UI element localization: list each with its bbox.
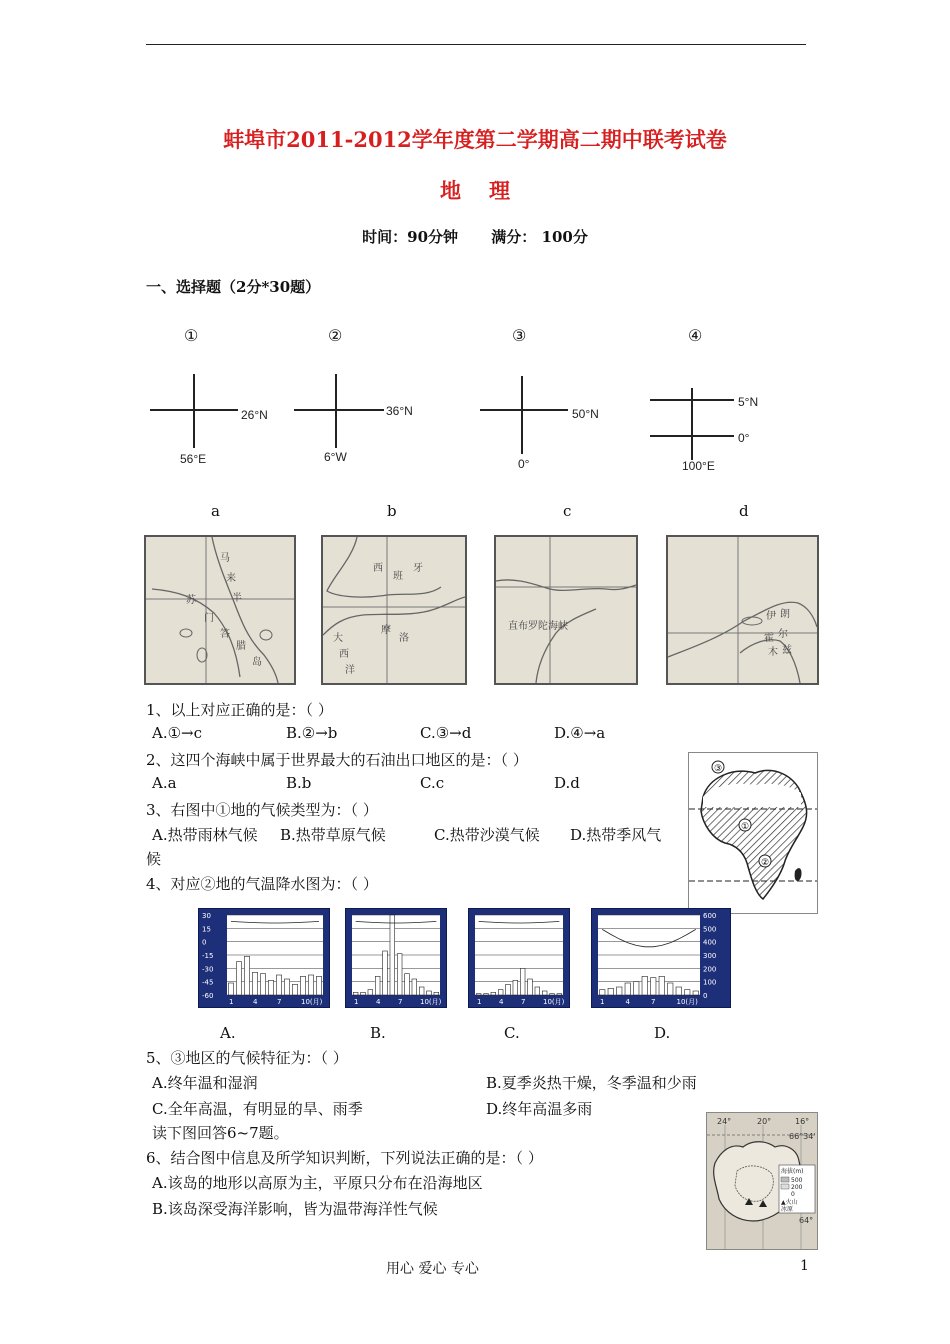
- africa-marker-3: ③: [714, 764, 723, 774]
- precip-bar: [419, 987, 424, 995]
- q5-stem: 5、③地区的气候特征为：（ ）: [146, 1049, 348, 1067]
- section-title: 一、选择题（2分*30题）: [146, 278, 321, 296]
- strait-map-d: [666, 535, 819, 685]
- q3-option-d-wrap: 候: [146, 850, 162, 868]
- map-c-label-1: 直布罗陀海峡: [508, 621, 568, 632]
- diagram-1: [148, 368, 278, 477]
- strait-map-b: [321, 535, 467, 685]
- map-a-label-7: 腊: [236, 641, 246, 652]
- island-legend-glacier: 冰原: [781, 1206, 794, 1213]
- map-b-label-3: 牙: [413, 563, 423, 574]
- exam-title: 蚌埠市2011-2012学年度第二学期高二期中联考试卷: [223, 127, 727, 152]
- chart-right-tick: 400: [703, 938, 717, 947]
- precip-bar: [412, 979, 417, 995]
- island-legend-200: 200: [791, 1184, 803, 1191]
- precip-bar: [244, 956, 249, 995]
- header-rule: [146, 44, 806, 45]
- precip-bar: [361, 992, 366, 995]
- diagram-2-number: ②: [328, 326, 343, 345]
- map-d-letter: d: [739, 502, 749, 520]
- map-b-label-7: 摩: [381, 625, 391, 636]
- q6-option-a[interactable]: A.该岛的地形以高原为主，平原只分布在沿海地区: [152, 1174, 483, 1192]
- africa-marker-1: ①: [741, 822, 750, 832]
- chart-month-tick: 4: [499, 998, 504, 1006]
- q3-stem: 3、右图中①地的气候类型为：（ ）: [146, 801, 378, 819]
- diagram-2: [290, 368, 420, 477]
- q4-option-c[interactable]: C.: [504, 1024, 520, 1042]
- diagram-4-lat1: 5°N: [738, 395, 759, 409]
- q1-option-c[interactable]: C.③→d: [420, 724, 472, 742]
- precip-bar: [292, 984, 297, 995]
- chart-month-tick: 10(月): [301, 998, 323, 1006]
- map-b-label-8: 洛: [399, 633, 409, 644]
- chart-left-tick: -60: [202, 992, 214, 1000]
- strait-map-c: [494, 535, 638, 685]
- precip-bar: [252, 972, 257, 995]
- map-b-label-1: 西: [373, 563, 383, 574]
- diagram-4-number: ④: [688, 326, 703, 345]
- map-a-letter: a: [211, 502, 220, 520]
- chart-month-tick: 10(月): [543, 998, 565, 1006]
- precip-bar: [498, 990, 503, 995]
- diagram-3-number: ③: [512, 326, 527, 345]
- chart-month-tick: 1: [229, 998, 234, 1006]
- map-a-label-2: 来: [226, 573, 236, 584]
- q3-option-b[interactable]: B.热带草原气候: [280, 826, 386, 844]
- q2-stem: 2、这四个海峡中属于世界最大的石油出口地区的是：（ ）: [146, 751, 528, 769]
- q4-option-a[interactable]: A.: [220, 1024, 236, 1042]
- diagram-2-lat: 36°N: [386, 404, 413, 418]
- island-lat-bottom: 64°: [799, 1216, 814, 1225]
- precip-bar: [368, 990, 373, 995]
- diagram-1-lat: 26°N: [241, 408, 268, 422]
- q3-option-c[interactable]: C.热带沙漠气候: [434, 826, 540, 844]
- climate-chart-c: [468, 908, 570, 1008]
- q5-option-b[interactable]: B.夏季炎热干燥，冬季温和少雨: [486, 1074, 697, 1092]
- precip-bar: [535, 987, 540, 995]
- precip-bar: [685, 990, 690, 995]
- precip-bar: [308, 975, 313, 995]
- precip-bar: [491, 992, 496, 995]
- climate-chart-a: [198, 908, 330, 1008]
- map-a-label-1: 马: [220, 553, 230, 564]
- map-a-label-6: 答: [220, 629, 230, 640]
- precip-bar: [484, 994, 489, 995]
- exam-time: 时间：90分钟: [362, 228, 459, 246]
- q2-option-c[interactable]: C.c: [420, 774, 445, 792]
- island-lon-1: 24°: [717, 1117, 732, 1126]
- chart-month-tick: 1: [600, 998, 605, 1006]
- chart-month-tick: 4: [376, 998, 381, 1006]
- map-d-label-5: 木: [768, 647, 778, 658]
- precip-bar: [383, 951, 388, 995]
- precip-bar: [427, 991, 432, 995]
- q5-option-d[interactable]: D.终年高温多雨: [486, 1100, 593, 1118]
- q2-option-d[interactable]: D.d: [554, 774, 580, 792]
- exam-subject: 地理: [440, 178, 538, 203]
- africa-marker-2: ②: [761, 858, 770, 868]
- island-legend-500: 500: [791, 1177, 803, 1184]
- diagram-4: [648, 386, 783, 482]
- precip-bar: [390, 915, 395, 995]
- map-d-label-2: 朗: [780, 609, 790, 620]
- q1-option-a[interactable]: A.①→c: [152, 724, 203, 742]
- precip-bar: [506, 984, 511, 995]
- precip-bar: [625, 983, 630, 995]
- precip-bar: [405, 974, 410, 995]
- chart-month-tick: 7: [521, 998, 526, 1006]
- chart-month-tick: 7: [398, 998, 403, 1006]
- precip-bar: [520, 968, 525, 995]
- reading-note: 读下图回答6~7题。: [152, 1124, 289, 1142]
- map-d-label-6: 兹: [782, 645, 792, 656]
- island-legend-0: 0: [791, 1191, 795, 1198]
- chart-right-tick: 100: [703, 978, 717, 987]
- q6-stem: 6、结合图中信息及所学知识判断，下列说法正确的是：（ ）: [146, 1149, 543, 1167]
- chart-right-tick: 200: [703, 965, 717, 974]
- chart-month-tick: 10(月): [420, 998, 442, 1006]
- q3-option-d[interactable]: D.热带季风气: [570, 826, 662, 844]
- map-b-label-2: 班: [393, 571, 403, 582]
- map-a-label-8: 岛: [252, 657, 262, 668]
- chart-month-tick: 7: [651, 998, 656, 1006]
- chart-left-tick: 15: [202, 925, 211, 934]
- diagram-3-lon: 0°: [518, 457, 530, 471]
- precip-bar: [476, 994, 481, 995]
- diagram-4-lat2: 0°: [738, 431, 750, 445]
- precip-bar: [651, 978, 656, 995]
- map-b-label-6: 洋: [345, 665, 355, 676]
- map-a-label-4: 苏: [186, 595, 196, 606]
- precip-bar: [375, 976, 380, 995]
- map-d-label-4: 尔: [778, 629, 788, 640]
- q5-option-c[interactable]: C.全年高温，有明显的旱、雨季: [152, 1100, 363, 1118]
- chart-left-tick: 30: [202, 912, 211, 920]
- africa-map: [688, 752, 818, 914]
- chart-month-tick: 4: [625, 998, 630, 1006]
- precip-bar: [316, 976, 321, 995]
- precip-bar: [434, 992, 439, 995]
- exam-score: 满分： 100分: [491, 228, 588, 246]
- precip-bar: [642, 976, 647, 995]
- chart-left-tick: 0: [202, 938, 207, 947]
- q5-option-a[interactable]: A.终年温和湿润: [152, 1074, 258, 1092]
- diagram-1-number: ①: [184, 326, 199, 345]
- precip-bar: [550, 994, 555, 995]
- chart-right-tick: 600: [703, 912, 717, 920]
- island-lat-top: 66°34': [789, 1132, 816, 1141]
- map-a-label-3: 半: [232, 593, 242, 604]
- precip-bar: [284, 979, 289, 995]
- island-map: [706, 1112, 818, 1250]
- precip-bar: [513, 980, 518, 995]
- chart-right-tick: 0: [703, 992, 708, 1000]
- precip-bar: [276, 975, 281, 995]
- precip-bar: [236, 962, 241, 995]
- precip-bar: [693, 991, 698, 995]
- climate-chart-b: [345, 908, 447, 1008]
- diagram-2-lon: 6°W: [324, 450, 347, 464]
- map-d-label-1: 伊: [766, 611, 776, 622]
- chart-month-tick: 7: [277, 998, 282, 1006]
- precip-bar: [668, 983, 673, 995]
- island-lon-3: 16°: [795, 1117, 810, 1126]
- map-b-label-4: 大: [333, 633, 343, 644]
- chart-right-tick: 500: [703, 925, 717, 934]
- q2-option-b[interactable]: B.b: [286, 774, 312, 792]
- diagram-4-lon: 100°E: [682, 459, 715, 473]
- page-number: 1: [800, 1258, 809, 1274]
- q4-option-d[interactable]: D.: [654, 1024, 671, 1042]
- diagram-3-lat: 50°N: [572, 407, 599, 421]
- q1-option-d[interactable]: D.④→a: [554, 724, 606, 742]
- precip-bar: [634, 982, 639, 995]
- diagram-1-lon: 56°E: [180, 452, 207, 466]
- island-legend-title: 海拔(m): [781, 1168, 804, 1175]
- precip-bar: [528, 979, 533, 995]
- chart-month-tick: 4: [253, 998, 258, 1006]
- map-c-letter: c: [563, 502, 572, 520]
- precip-bar: [600, 990, 605, 995]
- chart-month-tick: 1: [477, 998, 482, 1006]
- exam-meta: [0, 226, 950, 247]
- q4-option-b[interactable]: B.: [370, 1024, 386, 1042]
- map-d-label-3: 霍: [764, 633, 774, 644]
- precip-bar: [617, 987, 622, 995]
- precip-bar: [608, 988, 613, 995]
- precip-bar: [268, 980, 273, 995]
- precip-bar: [353, 992, 358, 995]
- precip-bar: [659, 976, 664, 995]
- precip-bar: [300, 976, 305, 995]
- q1-stem: 1、以上对应正确的是：（ ）: [146, 701, 333, 719]
- diagram-3: [476, 368, 611, 482]
- map-b-label-5: 西: [339, 649, 349, 660]
- q3-option-a[interactable]: A.热带雨林气候: [152, 826, 258, 844]
- chart-right-tick: 300: [703, 952, 717, 960]
- chart-left-tick: -30: [202, 965, 214, 974]
- climate-chart-d: [591, 908, 731, 1008]
- island-legend-volcano: ▲火山: [781, 1199, 798, 1206]
- q2-option-a[interactable]: A.a: [152, 774, 177, 792]
- precip-bar: [557, 994, 562, 995]
- island-lon-2: 20°: [757, 1117, 772, 1126]
- chart-month-tick: 10(月): [676, 998, 698, 1006]
- q4-stem: 4、对应②地的气温降水图为：（ ）: [146, 875, 378, 893]
- chart-left-tick: -15: [202, 952, 214, 960]
- map-a-label-5: 门: [204, 613, 214, 624]
- precip-bar: [542, 991, 547, 995]
- precip-bar: [397, 954, 402, 995]
- footer-motto: 用心 爱心 专心: [386, 1261, 479, 1277]
- q1-option-b[interactable]: B.②→b: [286, 724, 338, 742]
- chart-month-tick: 1: [354, 998, 359, 1006]
- precip-bar: [228, 983, 233, 995]
- q6-option-b[interactable]: B.该岛深受海洋影响，皆为温带海洋性气候: [152, 1200, 438, 1218]
- precip-bar: [260, 974, 265, 995]
- precip-bar: [676, 987, 681, 995]
- strait-map-a: [144, 535, 296, 685]
- chart-left-tick: -45: [202, 978, 214, 987]
- map-b-letter: b: [387, 502, 397, 520]
